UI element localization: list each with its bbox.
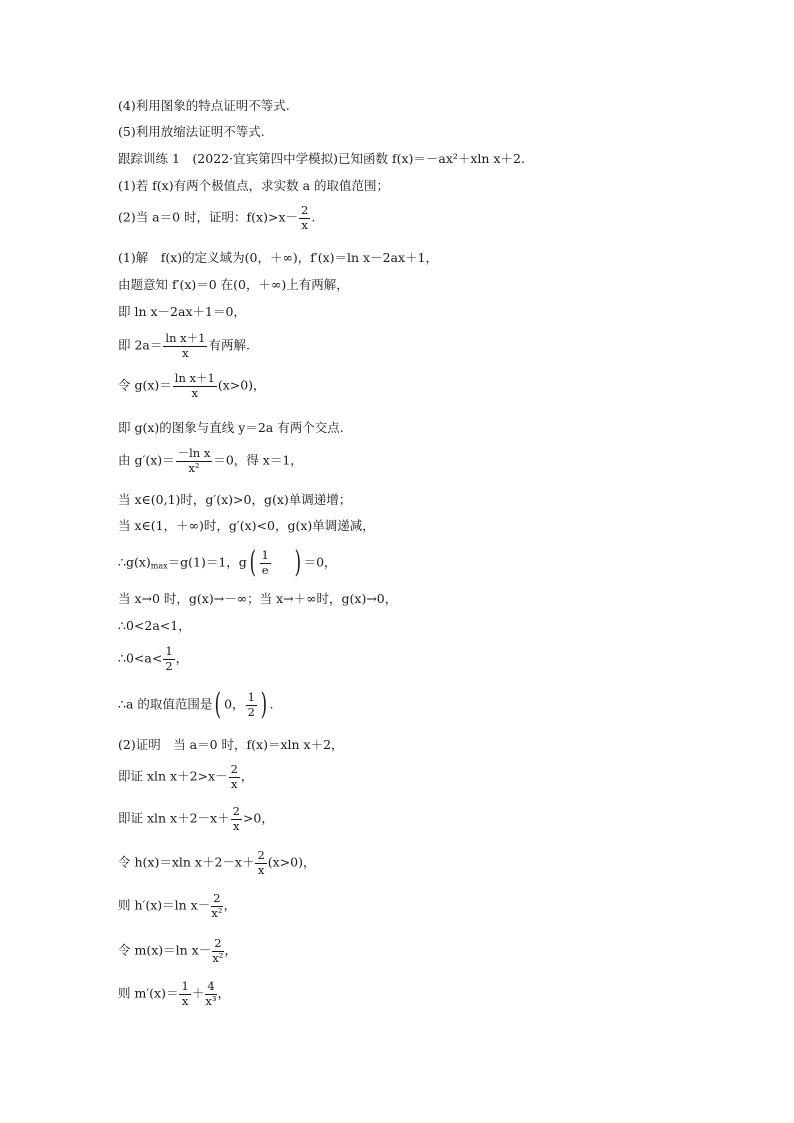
q2-numerator: 2 bbox=[301, 203, 309, 217]
sol1-l14-fraction bbox=[246, 692, 257, 718]
sol1-line-8: 当 x∈(0,1)时，g′(x)>0，g(x)单调递增； bbox=[118, 492, 352, 507]
sol1-l10-mid: ＝g(1)＝1，g bbox=[167, 554, 247, 570]
sol2-l7-fraction-1 bbox=[179, 981, 190, 1007]
sol1-line-6: 即 g(x)的图象与直线 y＝2a 有两个交点. bbox=[118, 420, 344, 435]
sol2-l7-text: 则 m′(x)＝ bbox=[118, 985, 179, 1001]
sol2-l6-end: ， bbox=[224, 942, 238, 958]
sol1-l10-fraction bbox=[260, 550, 271, 576]
sol1-line-10 bbox=[118, 545, 337, 580]
sol2-l3-numerator: 2 bbox=[232, 804, 240, 818]
sol2-l2-numerator: 2 bbox=[230, 762, 238, 776]
sol1-l4-numerator: ln x＋1 bbox=[165, 331, 206, 345]
sol1-l13-fraction bbox=[163, 646, 174, 672]
sol1-l13-numerator: 1 bbox=[165, 644, 173, 658]
sol2-l5-text: 则 h′(x)＝ln x－ bbox=[118, 897, 211, 913]
sol1-line-11: 当 x→0 时，g(x)→－∞；当 x→＋∞时，g(x)→0， bbox=[118, 591, 398, 606]
sol1-line-9: 当 x∈(1，＋∞)时，g′(x)<0，g(x)单调递减， bbox=[118, 518, 375, 533]
sol1-l14-denominator: 2 bbox=[247, 704, 255, 719]
sol2-line-7 bbox=[118, 981, 230, 1007]
right-paren: ) bbox=[294, 545, 301, 580]
sol2-line-5 bbox=[118, 893, 236, 919]
sol1-l4-text: 即 2a＝ bbox=[118, 337, 163, 353]
sol1-l5-end: (x>0)， bbox=[217, 377, 266, 393]
sol1-l5-text: 令 g(x)＝ bbox=[118, 377, 172, 393]
sol1-line-1: (1)解 f(x)的定义域为(0，＋∞)，f′(x)＝ln x－2ax＋1， bbox=[118, 250, 439, 265]
sol1-l10-numerator: 1 bbox=[261, 548, 269, 562]
sol1-l7-text: 由 g′(x)＝ bbox=[118, 452, 175, 468]
sol2-l5-denominator: x² bbox=[211, 905, 223, 920]
sol2-l5-end: ， bbox=[223, 897, 237, 913]
sol1-line-7 bbox=[118, 448, 303, 474]
left-paren: ( bbox=[215, 687, 222, 722]
sol2-l7-numerator-1: 1 bbox=[181, 979, 189, 993]
sol1-l7-fraction bbox=[176, 448, 213, 474]
sol2-l7-fraction-2 bbox=[205, 981, 216, 1007]
sol2-l7-end: ， bbox=[217, 985, 231, 1001]
q2-denominator: x bbox=[301, 217, 308, 232]
sol1-l4-end: 有两解. bbox=[208, 337, 250, 353]
sol1-l13-text: ∴0<a< bbox=[118, 650, 163, 666]
sol1-line-4 bbox=[118, 333, 250, 359]
sol1-l5-numerator: ln x＋1 bbox=[174, 371, 215, 385]
sol2-l5-fraction bbox=[211, 893, 222, 919]
sol2-line-1: (2)证明 当 a＝0 时，f(x)＝xln x＋2， bbox=[118, 737, 344, 752]
sol2-l4-end: (x>0)， bbox=[267, 854, 316, 870]
sol2-line-4 bbox=[118, 850, 316, 876]
sol2-line-3 bbox=[118, 806, 274, 832]
sol1-l14-a: 0， bbox=[224, 696, 245, 712]
sol2-line-2 bbox=[118, 764, 253, 790]
sol2-l2-fraction bbox=[229, 764, 240, 790]
sol2-l7-plus: ＋ bbox=[191, 985, 205, 1001]
sol1-line-12: ∴0<2a<1， bbox=[118, 618, 191, 633]
sol1-l13-end: ， bbox=[175, 650, 189, 666]
sol1-l4-fraction bbox=[163, 333, 207, 359]
sol1-line-3: 即 ln x－2ax＋1＝0， bbox=[118, 304, 246, 319]
sol1-l5-fraction bbox=[173, 373, 217, 399]
problem-intro: 跟踪训练 1 (2022·宜宾第四中学模拟)已知函数 f(x)＝－ax²＋xln x＋2. bbox=[118, 151, 525, 166]
sol2-l7-numerator-2: 4 bbox=[207, 979, 215, 993]
sol2-l2-denominator: x bbox=[230, 776, 238, 791]
sol2-l7-denominator-1: x bbox=[181, 993, 189, 1008]
sol1-line-2: 由题意知 f′(x)＝0 在(0，＋∞)上有两解， bbox=[118, 277, 349, 292]
q2-end: . bbox=[311, 209, 316, 225]
sol2-l7-denominator-2: x³ bbox=[205, 993, 217, 1008]
sol2-l5-numerator: 2 bbox=[213, 891, 221, 905]
sol2-l6-text: 令 m(x)＝ln x－ bbox=[118, 942, 212, 958]
sol2-l3-text: 即证 xln x＋2－x＋ bbox=[118, 810, 230, 826]
sol1-line-14 bbox=[118, 687, 274, 722]
sol2-l4-denominator: x bbox=[257, 862, 265, 877]
sol1-l7-numerator: －ln x bbox=[177, 446, 211, 460]
method-5: (5)利用放缩法证明不等式. bbox=[118, 124, 265, 139]
sol2-l3-fraction bbox=[231, 806, 242, 832]
sol2-l3-end: >0， bbox=[242, 810, 274, 826]
sol2-l2-end: ， bbox=[240, 768, 254, 784]
sol1-l4-denominator: x bbox=[182, 345, 189, 360]
sol2-l4-fraction bbox=[255, 850, 266, 876]
sol1-l13-denominator: 2 bbox=[165, 658, 173, 673]
sol2-l6-denominator: x² bbox=[212, 950, 224, 965]
question-2 bbox=[118, 205, 315, 231]
q2-fraction bbox=[299, 205, 310, 231]
sol1-l7-end: ＝0，得 x＝1， bbox=[213, 452, 303, 468]
sol2-l3-denominator: x bbox=[233, 818, 240, 833]
sol2-line-6 bbox=[118, 938, 237, 964]
sol1-l10-subscript: max bbox=[150, 561, 168, 571]
sol1-l14-end: . bbox=[269, 696, 274, 712]
sol1-line-5 bbox=[118, 373, 266, 399]
method-4: (4)利用图象的特点证明不等式. bbox=[118, 98, 290, 113]
sol2-l4-numerator: 2 bbox=[257, 848, 265, 862]
sol2-l6-numerator: 2 bbox=[214, 936, 222, 950]
sol1-line-13 bbox=[118, 646, 188, 672]
sol1-l5-denominator: x bbox=[191, 385, 199, 400]
question-1: (1)若 f(x)有两个极值点，求实数 a 的取值范围； bbox=[118, 178, 390, 193]
q2-text: (2)当 a＝0 时，证明：f(x)>x－ bbox=[118, 209, 299, 225]
sol1-l14-text: ∴a 的取值范围是 bbox=[118, 696, 213, 712]
right-paren: ) bbox=[260, 687, 267, 722]
sol1-l10-end: ＝0， bbox=[303, 554, 337, 570]
left-paren: ( bbox=[249, 545, 256, 580]
sol1-l14-numerator: 1 bbox=[247, 690, 255, 704]
sol1-l10-text: ∴g(x) bbox=[118, 554, 151, 570]
sol2-l6-fraction bbox=[212, 938, 223, 964]
sol2-l2-text: 即证 xln x＋2>x－ bbox=[118, 768, 228, 784]
sol2-l4-text: 令 h(x)＝xln x＋2－x＋ bbox=[118, 854, 255, 870]
sol1-l7-denominator: x² bbox=[188, 460, 200, 475]
sol1-l10-denominator: e bbox=[261, 562, 269, 577]
